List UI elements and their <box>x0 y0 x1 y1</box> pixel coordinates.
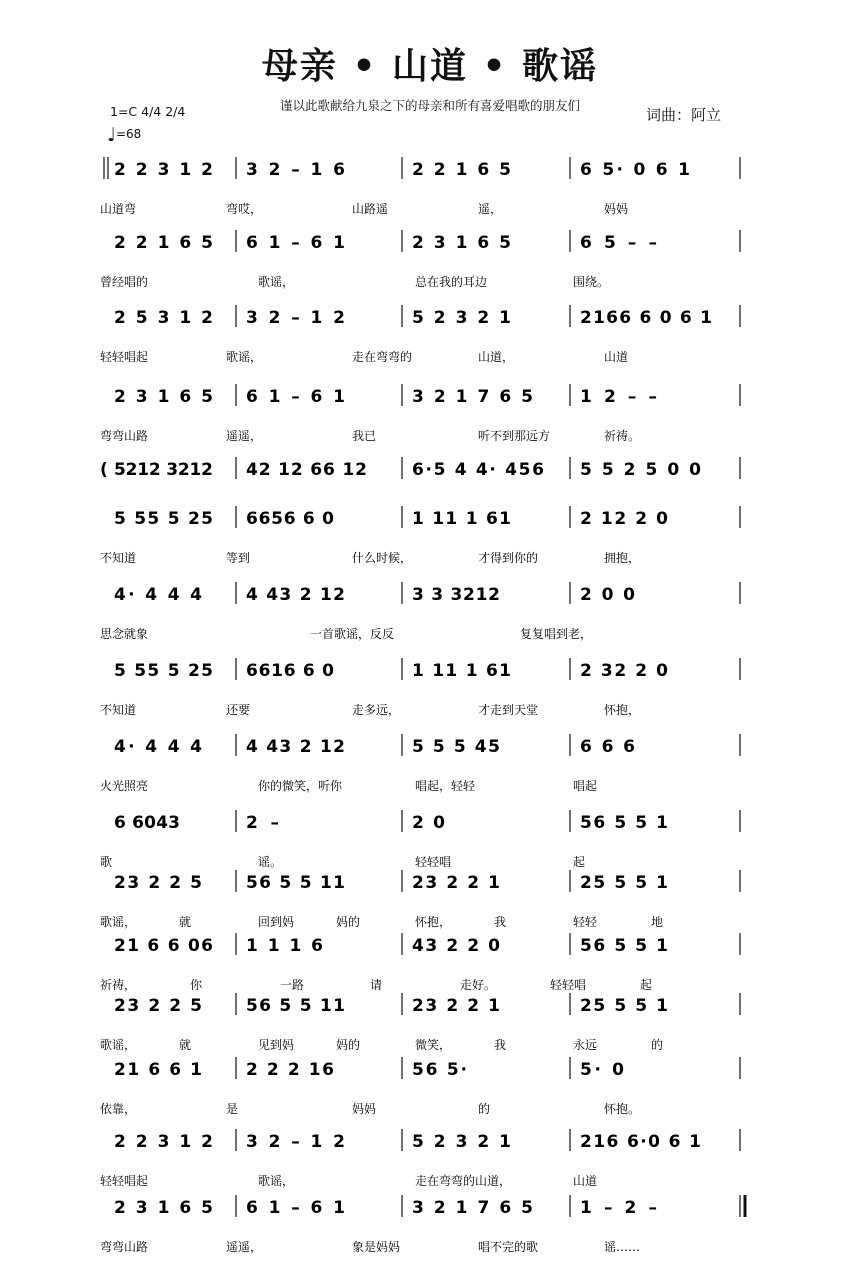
lyric-text: 围绕。 <box>573 275 610 289</box>
lyric-text: 歌谣， <box>258 1174 295 1188</box>
lyric-text: 走在弯弯的山道， <box>415 1174 512 1188</box>
repeat-paren: ( <box>100 460 108 480</box>
lyric-text: 还要 <box>226 703 251 717</box>
lyric-text: 弯哎， <box>226 202 263 216</box>
lyric-text: 走多远， <box>352 703 401 717</box>
lyric-text: 起 <box>573 855 586 869</box>
lyric-text: 一首歌谣，反反 <box>310 627 395 641</box>
measure-notes: 1 1 1 6 <box>246 936 323 956</box>
lyric-text: 唱起，轻轻 <box>415 779 476 793</box>
lyric-text: 什么时候， <box>352 551 413 565</box>
dedication-line: 谨以此歌献给九泉之下的母亲和所有喜爱唱歌的朋友们 <box>279 98 580 113</box>
measure-notes: 2 3 1 6 5 <box>114 387 213 407</box>
measure-notes: 2 2 3 1 2 <box>114 160 213 180</box>
measure-notes: 5212 3212 <box>114 460 213 480</box>
lyric-text: 遥， <box>478 202 503 216</box>
lyric-text: 走好。 <box>460 978 497 992</box>
measure-notes: 2 3 1 6 5 <box>412 233 511 253</box>
lyric-text: 是 <box>226 1102 239 1116</box>
measure-notes: 3 2 1 7 6 5 <box>412 1198 533 1218</box>
measure-notes: 2 12 2 0 <box>580 509 668 529</box>
measure-notes: 2 0 <box>412 813 445 833</box>
lyric-text: 象是妈妈 <box>352 1240 401 1254</box>
lyric-text: 祈祷， <box>100 978 137 992</box>
lyric-text: 唱不完的歌 <box>478 1240 539 1254</box>
measure-notes: 1 2 – – <box>580 387 657 407</box>
lyricist-credit: 词曲：阿立 <box>646 106 722 124</box>
lyric-text: 等到 <box>226 551 251 565</box>
lyric-text: 我 <box>494 1038 507 1052</box>
measure-notes: 2 3 1 6 5 <box>114 1198 213 1218</box>
lyric-text: 怀抱， <box>604 703 641 717</box>
measure-notes: 56 5 5 1 <box>580 813 668 833</box>
measure-notes: 5 2 3 2 1 <box>412 308 511 328</box>
quarter-note-icon: ♩ <box>107 124 116 146</box>
lyric-text: 弯弯山路 <box>100 429 149 443</box>
measure-notes: 56 5 5 11 <box>246 873 345 893</box>
lyric-text: 才得到你的 <box>478 551 539 565</box>
measure-notes: 21 6 6 1 <box>114 1060 202 1080</box>
lyric-text: 微笑， <box>415 1038 452 1052</box>
lyric-text: 复复唱到老， <box>520 627 593 641</box>
measure-notes: 1 – 2 – <box>580 1198 657 1218</box>
lyric-text: 请 <box>370 978 383 992</box>
measure-notes: 3 3 3212 <box>412 585 500 605</box>
lyric-text: 轻轻唱 <box>550 978 587 992</box>
measure-notes: 5 55 5 25 <box>114 509 213 529</box>
measure-notes: 6616 6 0 <box>246 661 334 681</box>
lyric-text: 的 <box>478 1102 491 1116</box>
measure-notes: 2166 6 0 6 1 <box>580 308 712 328</box>
measure-notes: 23 2 2 5 <box>114 873 202 893</box>
measure-notes: 3 2 1 7 6 5 <box>412 387 533 407</box>
measure-notes: 21 6 6 06 <box>114 936 213 956</box>
measure-notes: 2 2 1 6 5 <box>114 233 213 253</box>
lyric-text: 怀抱。 <box>604 1102 641 1116</box>
measure-notes: 23 2 2 1 <box>412 996 500 1016</box>
measure-notes: 25 5 5 1 <box>580 996 668 1016</box>
lyric-text: 山道 <box>573 1174 598 1188</box>
lyric-text: 轻轻唱 <box>415 855 452 869</box>
lyric-text: 歌谣， <box>258 275 295 289</box>
lyric-text: 祈祷。 <box>604 429 641 443</box>
lyric-text: 才走到天堂 <box>478 703 539 717</box>
lyric-text: 思念就象 <box>100 627 149 641</box>
lyric-text: 火光照亮 <box>100 779 149 793</box>
lyric-text: 谣…… <box>604 1240 641 1254</box>
measure-notes: 23 2 2 1 <box>412 873 500 893</box>
measure-notes: 5 2 3 2 1 <box>412 1132 511 1152</box>
measure-notes: 2 0 0 <box>580 585 635 605</box>
lyric-text: 怀抱， <box>415 915 452 929</box>
lyric-text: 妈的 <box>336 1038 361 1052</box>
lyric-text: 见到妈 <box>258 1038 295 1052</box>
measure-notes: 23 2 2 5 <box>114 996 202 1016</box>
lyric-text: 的 <box>651 1038 664 1052</box>
measure-notes: 2 32 2 0 <box>580 661 668 681</box>
lyric-text: 永远 <box>573 1038 598 1052</box>
lyric-text: 就 <box>179 915 192 929</box>
measure-notes: 6 6 6 <box>580 737 635 757</box>
lyric-text: 走在弯弯的 <box>352 350 413 364</box>
measure-notes: 56 5· <box>412 1060 467 1080</box>
lyric-text: 歌谣， <box>100 915 137 929</box>
song-title: 母亲 • 山道 • 歌谣 <box>261 46 599 87</box>
lyric-text: 总在我的耳边 <box>415 275 488 289</box>
measure-notes: 6·5 4 4· 456 <box>412 460 544 480</box>
measure-notes: 4 43 2 12 <box>246 585 345 605</box>
measure-notes: 2 – <box>246 813 279 833</box>
lyric-text: 山道， <box>478 350 515 364</box>
lyric-text: 一路 <box>280 978 305 992</box>
measure-notes: 56 5 5 11 <box>246 996 345 1016</box>
measure-notes: 2 2 2 16 <box>246 1060 334 1080</box>
lyric-text: 山道弯 <box>100 202 137 216</box>
measure-notes: 3 2 – 1 2 <box>246 1132 345 1152</box>
lyric-text: 唱起 <box>573 779 598 793</box>
measure-notes: 43 2 2 0 <box>412 936 500 956</box>
lyric-text: 歌谣， <box>226 350 263 364</box>
measure-notes: 4· 4 4 4 <box>114 737 202 757</box>
measure-notes: 6 6043 <box>114 813 180 833</box>
measure-notes: 6 5 – – <box>580 233 657 253</box>
lyric-text: 曾经唱的 <box>100 275 149 289</box>
measure-notes: 2 5 3 1 2 <box>114 308 213 328</box>
lyric-text: 起 <box>640 978 653 992</box>
measure-notes: 6 1 – 6 1 <box>246 387 345 407</box>
lyric-text: 山路遥 <box>352 202 389 216</box>
measure-notes: 216 6·0 6 1 <box>580 1132 701 1152</box>
lyric-text: 遥遥， <box>226 1240 263 1254</box>
lyric-text: 歌谣， <box>100 1038 137 1052</box>
measure-notes: 2 2 1 6 5 <box>412 160 511 180</box>
lyric-text: 听不到那远方 <box>478 429 551 443</box>
lyric-text: 歌 <box>100 855 113 869</box>
lyric-text: 我 <box>494 915 507 929</box>
key-signature: 1=C 4/4 2/4 <box>110 104 186 119</box>
measure-notes: 5 5 5 45 <box>412 737 500 757</box>
measure-notes: 25 5 5 1 <box>580 873 668 893</box>
lyric-text: 依靠， <box>100 1102 137 1116</box>
lyric-text: 不知道 <box>100 551 137 565</box>
lyric-text: 你的微笑，听你 <box>258 779 343 793</box>
lyric-text: 轻轻唱起 <box>100 350 149 364</box>
lyric-text: 弯弯山路 <box>100 1240 149 1254</box>
lyric-text: 妈妈 <box>604 202 629 216</box>
lyric-text: 轻轻 <box>573 915 598 929</box>
measure-notes: 5· 0 <box>580 1060 624 1080</box>
measure-notes: 6656 6 0 <box>246 509 334 529</box>
lyric-text: 拥抱， <box>604 551 641 565</box>
measure-notes: 5 5 2 5 0 0 <box>580 460 701 480</box>
measure-notes: 3 2 – 1 6 <box>246 160 345 180</box>
measure-notes: 1 11 1 61 <box>412 509 511 529</box>
lyric-text: 妈妈 <box>352 1102 377 1116</box>
measure-notes: 42 12 66 12 <box>246 460 367 480</box>
tempo-value: =68 <box>115 127 142 141</box>
measure-notes: 56 5 5 1 <box>580 936 668 956</box>
lyric-text: 谣。 <box>258 855 283 869</box>
lyric-text: 不知道 <box>100 703 137 717</box>
measure-notes: 4· 4 4 4 <box>114 585 202 605</box>
measure-notes: 6 1 – 6 1 <box>246 1198 345 1218</box>
measure-notes: 3 2 – 1 2 <box>246 308 345 328</box>
measure-notes: 1 11 1 61 <box>412 661 511 681</box>
lyric-text: 轻轻唱起 <box>100 1174 149 1188</box>
measure-notes: 4 43 2 12 <box>246 737 345 757</box>
measure-notes: 6 5· 0 6 1 <box>580 160 690 180</box>
lyric-text: 你 <box>190 978 203 992</box>
lyric-text: 就 <box>179 1038 192 1052</box>
lyric-text: 地 <box>651 915 664 929</box>
lyric-text: 回到妈 <box>258 915 295 929</box>
measure-notes: 2 2 3 1 2 <box>114 1132 213 1152</box>
measure-notes: 5 55 5 25 <box>114 661 213 681</box>
lyric-text: 遥遥， <box>226 429 263 443</box>
lyric-text: 山道 <box>604 350 629 364</box>
lyric-text: 妈的 <box>336 915 361 929</box>
lyric-text: 我已 <box>352 429 377 443</box>
measure-notes: 6 1 – 6 1 <box>246 233 345 253</box>
